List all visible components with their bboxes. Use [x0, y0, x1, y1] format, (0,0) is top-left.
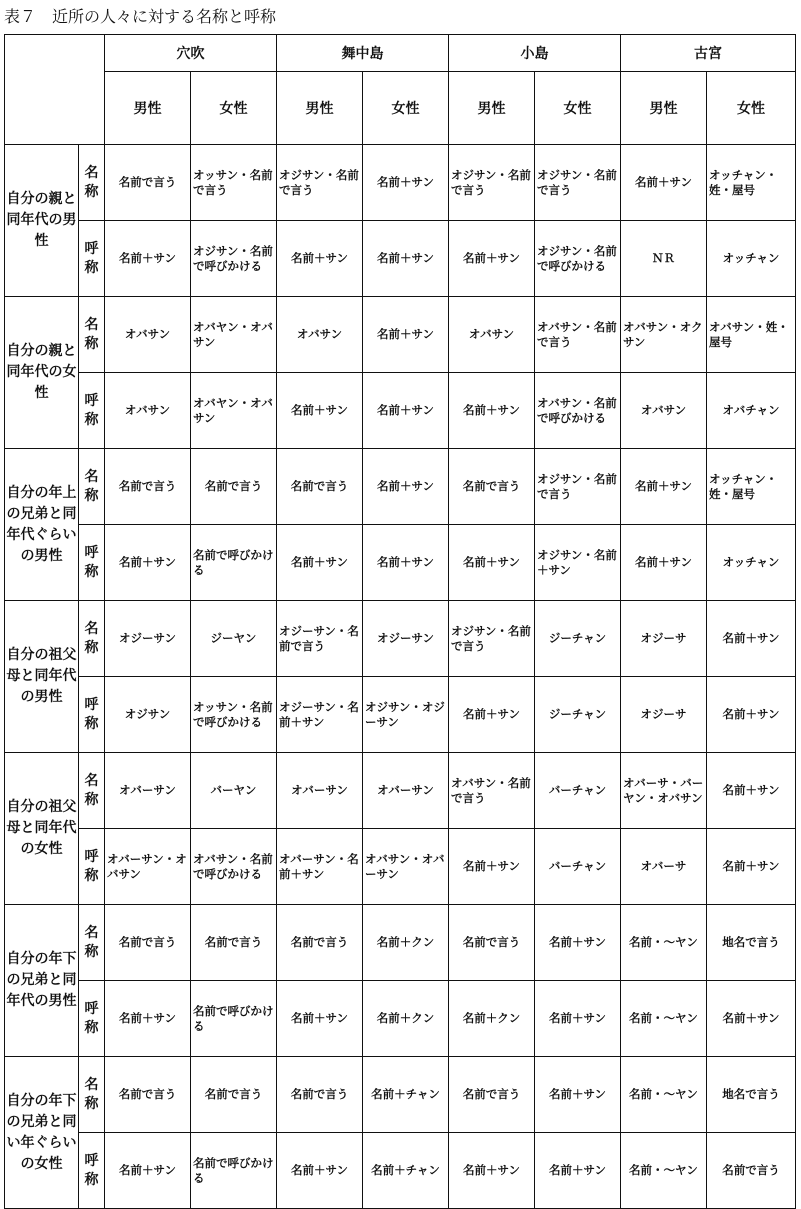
table-cell: オジーサ: [621, 677, 707, 753]
naming-table: [4, 34, 796, 1209]
table-cell: オバーサン・オバサン: [105, 829, 191, 905]
table-cell: 名前・〜ヤン: [621, 1133, 707, 1209]
table-cell: 名前＋クン: [449, 981, 535, 1057]
table-cell: オバサン・名前で呼びかける: [191, 829, 277, 905]
table-cell: 名前・〜ヤン: [621, 981, 707, 1057]
table-cell: 名前で言う: [449, 1057, 535, 1133]
table-cell: 名前＋サン: [363, 525, 449, 601]
table-row: [5, 981, 796, 1057]
table-cell: オッチャン・姓・屋号: [707, 145, 796, 221]
table-cell: オジサン・名前で言う: [449, 145, 535, 221]
table-cell: 名前で呼びかける: [191, 1133, 277, 1209]
table-cell: ジーヤン: [191, 601, 277, 677]
region-header: 古宮: [621, 35, 796, 72]
table-cell: オバヤン・オバサン: [191, 297, 277, 373]
table-cell: 名前で言う: [105, 1057, 191, 1133]
table-cell: 名前で言う: [277, 449, 363, 525]
region-header: 舞中島: [277, 35, 449, 72]
table-cell: オバサン・オバーサン: [363, 829, 449, 905]
row-category: 自分の年下の兄弟と同い年ぐらいの女性: [5, 1057, 79, 1209]
table-cell: オバーサン: [363, 753, 449, 829]
table-cell: 名前で言う: [105, 145, 191, 221]
table-cell: 名前＋サン: [449, 373, 535, 449]
table-cell: オバーサン: [277, 753, 363, 829]
table-row: [5, 297, 796, 373]
table-cell: 名前＋サン: [621, 145, 707, 221]
table-cell: 名前＋サン: [363, 449, 449, 525]
table-cell: 名前＋サン: [277, 373, 363, 449]
table-cell: 名前＋サン: [363, 373, 449, 449]
table-cell: オジーサン・名前で言う: [277, 601, 363, 677]
table-cell: オバサン: [105, 297, 191, 373]
table-cell: オジーサン: [363, 601, 449, 677]
table-cell: オジサン・名前で呼びかける: [191, 221, 277, 297]
row-subtype: 名称: [79, 449, 105, 525]
table-row: [5, 1133, 796, 1209]
table-row: [5, 525, 796, 601]
table-cell: 名前＋クン: [363, 905, 449, 981]
table-cell: 名前＋サン: [277, 221, 363, 297]
table-cell: オバーサ: [621, 829, 707, 905]
table-cell: バーチャン: [535, 829, 621, 905]
table-cell: オバサン・名前で呼びかける: [535, 373, 621, 449]
table-cell: 名前＋サン: [449, 525, 535, 601]
table-row: [5, 1057, 796, 1133]
table-cell: バーチャン: [535, 753, 621, 829]
table-cell: 名前＋サン: [449, 829, 535, 905]
row-subtype: 呼称: [79, 1133, 105, 1209]
gender-header: 女性: [707, 72, 796, 145]
table-cell: オッサン・名前で呼びかける: [191, 677, 277, 753]
table-cell: オバチャン: [707, 373, 796, 449]
table-cell: 名前＋サン: [707, 981, 796, 1057]
table-cell: 名前で言う: [449, 449, 535, 525]
table-cell: オバサン・オクサン: [621, 297, 707, 373]
table-row: [5, 905, 796, 981]
row-category: 自分の親と同年代の男性: [5, 145, 79, 297]
table-cell: 名前＋サン: [105, 221, 191, 297]
row-subtype: 名称: [79, 753, 105, 829]
table-cell: 名前＋サン: [449, 677, 535, 753]
region-header: 小島: [449, 35, 621, 72]
table-cell: 名前で呼びかける: [191, 525, 277, 601]
table-cell: オバサン・姓・屋号: [707, 297, 796, 373]
table-cell: 名前＋サン: [105, 1133, 191, 1209]
gender-header: 男性: [621, 72, 707, 145]
table-cell: 名前で言う: [277, 1057, 363, 1133]
row-subtype: 名称: [79, 1057, 105, 1133]
table-cell: 名前で言う: [191, 449, 277, 525]
table-row: [5, 677, 796, 753]
row-subtype: 呼称: [79, 221, 105, 297]
table-cell: 地名で言う: [707, 1057, 796, 1133]
table-cell: オバーサン・名前＋サン: [277, 829, 363, 905]
table-cell: オバサン: [105, 373, 191, 449]
table-body: [5, 145, 796, 1209]
table-cell: ＮＲ: [621, 221, 707, 297]
gender-header: 男性: [449, 72, 535, 145]
table-row: [5, 449, 796, 525]
row-subtype: 名称: [79, 601, 105, 677]
table-cell: 名前＋サン: [363, 297, 449, 373]
table-row: [5, 601, 796, 677]
table-cell: 名前＋サン: [363, 145, 449, 221]
table-row: [5, 753, 796, 829]
table-cell: 名前＋サン: [105, 981, 191, 1057]
table-cell: 名前＋サン: [363, 221, 449, 297]
table-cell: オジーサン: [105, 601, 191, 677]
table-cell: 名前で言う: [191, 1057, 277, 1133]
table-cell: ジーチャン: [535, 677, 621, 753]
table-cell: オッサン・名前で言う: [191, 145, 277, 221]
table-cell: 名前＋サン: [707, 601, 796, 677]
row-subtype: 名称: [79, 905, 105, 981]
table-cell: オジサン・名前で言う: [535, 145, 621, 221]
table-cell: オバサン・名前で言う: [449, 753, 535, 829]
table-cell: 名前＋サン: [621, 525, 707, 601]
table-cell: 名前＋サン: [277, 981, 363, 1057]
table-cell: 名前＋サン: [621, 449, 707, 525]
row-subtype: 呼称: [79, 981, 105, 1057]
row-category: 自分の親と同年代の女性: [5, 297, 79, 449]
row-subtype: 名称: [79, 145, 105, 221]
table-cell: オジーサ: [621, 601, 707, 677]
table-cell: バーヤン: [191, 753, 277, 829]
table-cell: 名前＋サン: [449, 221, 535, 297]
table-cell: オジサン・名前で呼びかける: [535, 221, 621, 297]
table-cell: 名前＋サン: [535, 981, 621, 1057]
table-cell: オバーサ・バーヤン・オバサン: [621, 753, 707, 829]
table-cell: 名前＋サン: [707, 753, 796, 829]
table-cell: オッチャン・姓・屋号: [707, 449, 796, 525]
row-category: 自分の年上の兄弟と同年代ぐらいの男性: [5, 449, 79, 601]
row-category: 自分の年下の兄弟と同年代の男性: [5, 905, 79, 1057]
table-cell: ジーチャン: [535, 601, 621, 677]
row-subtype: 呼称: [79, 373, 105, 449]
row-subtype: 名称: [79, 297, 105, 373]
table-cell: オバサン: [621, 373, 707, 449]
table-cell: オジサン: [105, 677, 191, 753]
table-cell: 名前・〜ヤン: [621, 1057, 707, 1133]
corner-cell: [5, 35, 105, 145]
gender-header: 男性: [105, 72, 191, 145]
table-cell: 名前＋チャン: [363, 1133, 449, 1209]
table-cell: オッチャン: [707, 221, 796, 297]
table-cell: 名前＋チャン: [363, 1057, 449, 1133]
gender-header-row: [5, 72, 796, 145]
table-cell: 名前で言う: [449, 905, 535, 981]
table-cell: 名前＋サン: [535, 1057, 621, 1133]
table-row: [5, 829, 796, 905]
row-subtype: 呼称: [79, 525, 105, 601]
gender-header: 女性: [363, 72, 449, 145]
table-cell: 名前で言う: [105, 905, 191, 981]
table-cell: オジサン・名前で言う: [535, 449, 621, 525]
table-cell: 名前＋サン: [707, 677, 796, 753]
row-subtype: 呼称: [79, 677, 105, 753]
table-cell: 名前＋サン: [277, 1133, 363, 1209]
table-cell: オジーサン・名前＋サン: [277, 677, 363, 753]
row-category: 自分の祖父母と同年代の女性: [5, 753, 79, 905]
table-cell: 名前で呼びかける: [191, 981, 277, 1057]
table-cell: 名前＋サン: [277, 525, 363, 601]
gender-header: 男性: [277, 72, 363, 145]
gender-header: 女性: [535, 72, 621, 145]
table-cell: オッチャン: [707, 525, 796, 601]
table-cell: オジサン・オジーサン: [363, 677, 449, 753]
table-cell: 名前＋クン: [363, 981, 449, 1057]
table-caption: 表７ 近所の人々に対する名称と呼称: [4, 7, 277, 26]
table-row: [5, 221, 796, 297]
table-cell: 地名で言う: [707, 905, 796, 981]
row-subtype: 呼称: [79, 829, 105, 905]
table-cell: 名前で言う: [191, 905, 277, 981]
table-cell: 名前・〜ヤン: [621, 905, 707, 981]
row-category: 自分の祖父母と同年代の男性: [5, 601, 79, 753]
gender-header: 女性: [191, 72, 277, 145]
table-row: [5, 145, 796, 221]
table-row: [5, 373, 796, 449]
table-cell: オバヤン・オバサン: [191, 373, 277, 449]
table-cell: オバサン: [277, 297, 363, 373]
table-cell: 名前で言う: [105, 449, 191, 525]
region-header: 穴吹: [105, 35, 277, 72]
region-header-row: [5, 35, 796, 72]
table-cell: オジサン・名前で言う: [449, 601, 535, 677]
table-cell: 名前＋サン: [535, 905, 621, 981]
table-cell: 名前＋サン: [105, 525, 191, 601]
table-cell: オバサン: [449, 297, 535, 373]
table-cell: 名前＋サン: [707, 829, 796, 905]
table-cell: オバーサン: [105, 753, 191, 829]
table-cell: オジサン・名前で言う: [277, 145, 363, 221]
table-cell: 名前で言う: [707, 1133, 796, 1209]
table-cell: オジサン・名前＋サン: [535, 525, 621, 601]
table-cell: 名前で言う: [277, 905, 363, 981]
table-cell: 名前＋サン: [535, 1133, 621, 1209]
table-cell: オバサン・名前で言う: [535, 297, 621, 373]
table-cell: 名前＋サン: [449, 1133, 535, 1209]
